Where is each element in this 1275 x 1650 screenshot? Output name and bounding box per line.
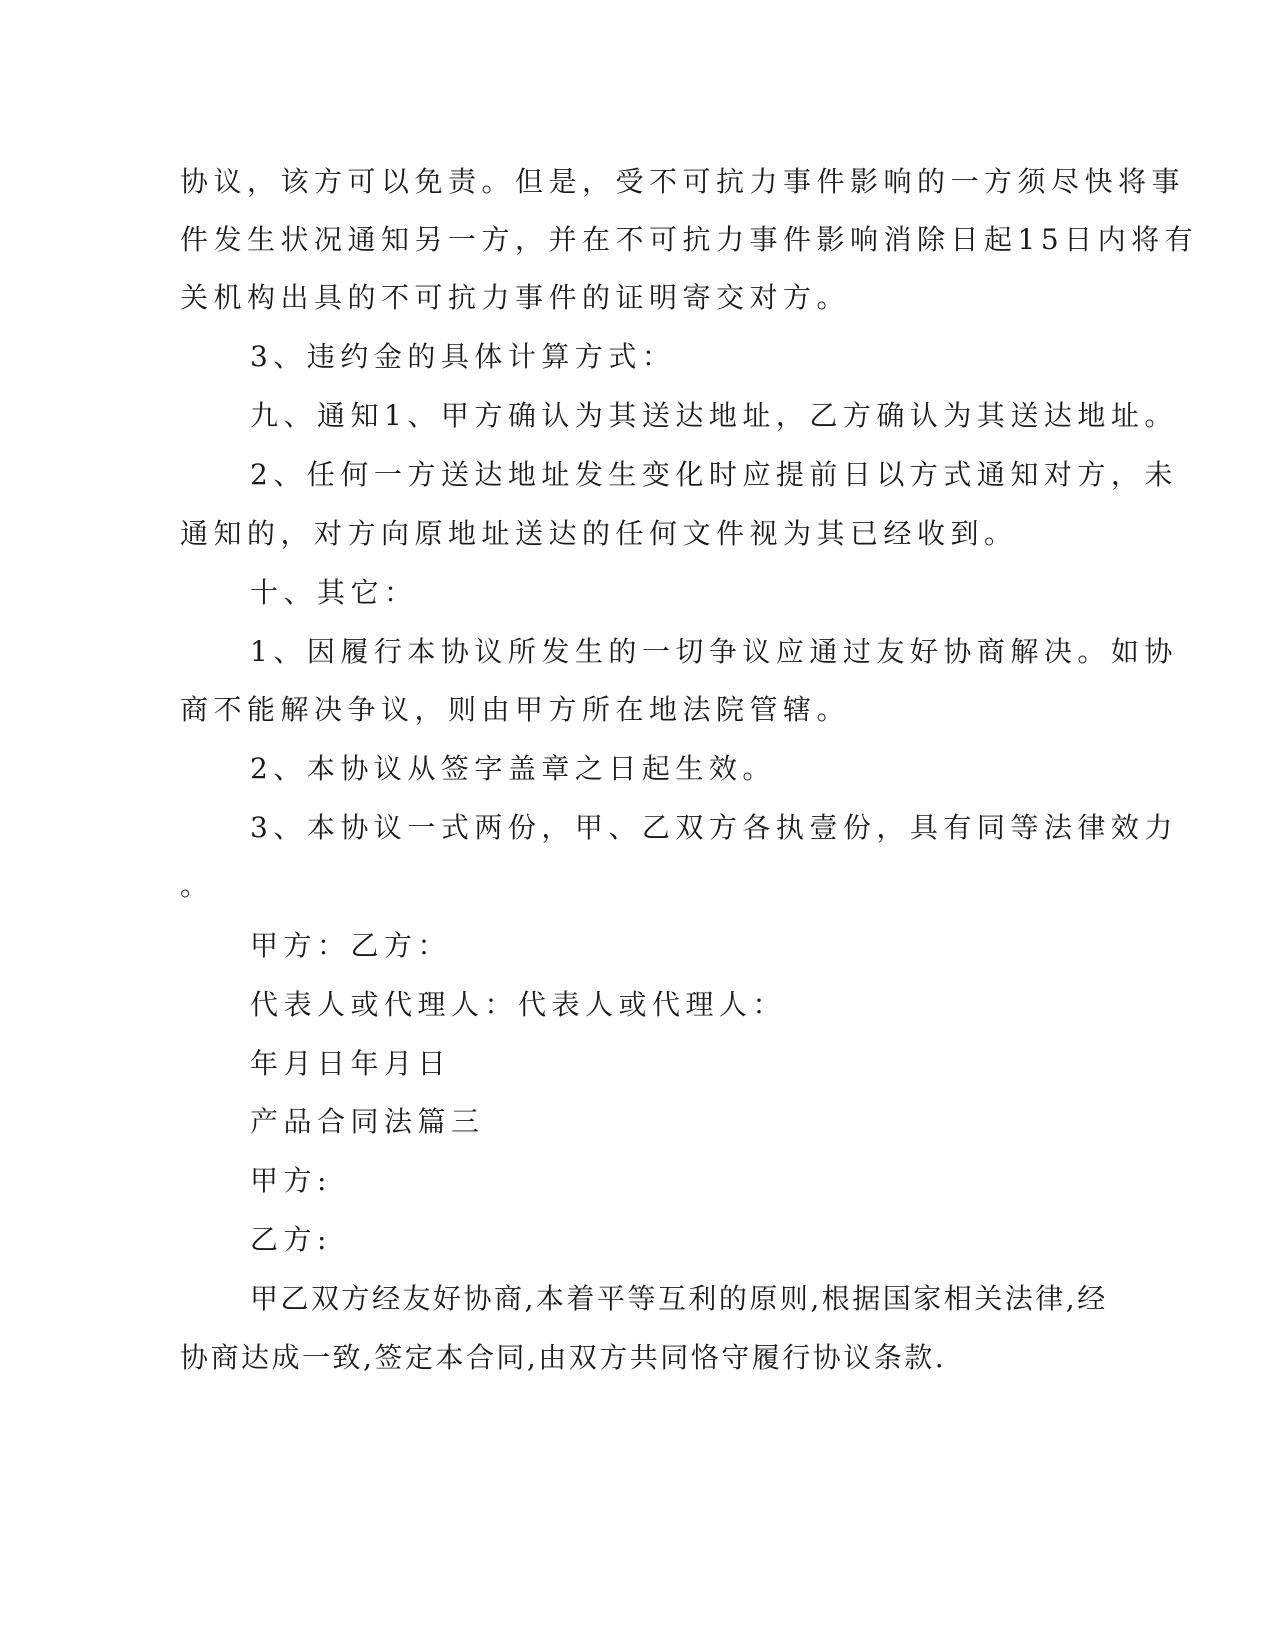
text-line: 3、本协议一式两份，甲、乙双方各执壹份，具有同等法律效力	[250, 811, 1178, 844]
text-line: 协议，该方可以免责。但是，受不可抗力事件影响的一方须尽快将事	[180, 165, 1186, 198]
text-line: 。	[180, 869, 214, 902]
text-line: 九、通知1、甲方确认为其送达地址，乙方确认为其送达地址。	[250, 399, 1178, 432]
text-line: 协商达成一致,签定本合同,由双方共同恪守履行协议条款.	[180, 1341, 947, 1374]
text-line: 1、因履行本协议所发生的一切争议应通过友好协商解决。如协	[250, 635, 1178, 668]
party-a-label: 甲方:	[250, 1164, 332, 1197]
text-line: 甲乙双方经友好协商,本着平等互利的原则,根据国家相关法律,经	[250, 1282, 1108, 1315]
text-line: 件发生状况通知另一方，并在不可抗力事件影响消除日起15日内将有	[180, 223, 1199, 256]
text-line: 3、违约金的具体计算方式：	[250, 340, 676, 373]
party-b-label: 乙方:	[250, 1223, 332, 1256]
signature-dates: 年月日年月日	[250, 1047, 452, 1080]
section-heading: 十、其它：	[250, 576, 418, 609]
text-line: 通知的，对方向原地址送达的任何文件视为其已经收到。	[180, 517, 1018, 550]
text-line: 2、任何一方送达地址发生变化时应提前日以方式通知对方，未	[250, 458, 1178, 491]
signature-parties: 甲方：乙方：	[250, 929, 452, 962]
text-line: 关机构出具的不可抗力事件的证明寄交对方。	[180, 281, 851, 314]
text-line: 2、本协议从签字盖章之日起生效。	[250, 752, 776, 785]
signature-representatives: 代表人或代理人：代表人或代理人：	[250, 988, 787, 1021]
section-title: 产品合同法篇三	[250, 1105, 485, 1138]
text-line: 商不能解决争议，则由甲方所在地法院管辖。	[180, 693, 851, 726]
